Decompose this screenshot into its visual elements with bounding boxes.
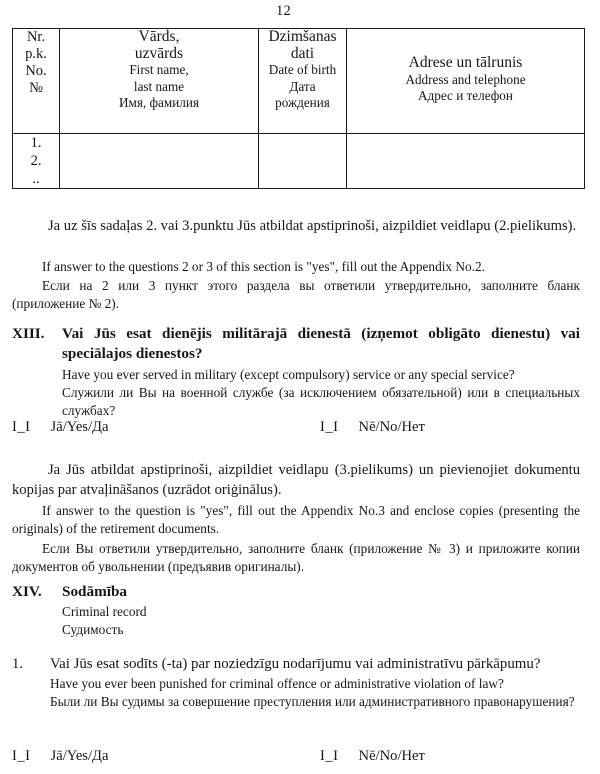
row-number-2: 2. bbox=[30, 153, 42, 169]
question-1-title-ru: Были ли Вы судимы за совершение преступления или административного правонарушения? bbox=[50, 694, 575, 710]
section-xiv-title-lv: Sodāmība bbox=[62, 583, 127, 600]
header-nr-line-2: p.k. bbox=[25, 46, 47, 62]
table-cell-row-numbers bbox=[13, 134, 60, 189]
checkbox-icon[interactable]: I_I bbox=[320, 748, 339, 764]
section-xiv-title-ru: Судимость bbox=[62, 622, 124, 638]
table-header-nr bbox=[13, 29, 60, 134]
table-cell-address-blank[interactable] bbox=[347, 134, 585, 189]
section-xiii-title-ru: Служили ли Вы на военной службе (за исключением обязательной) или в специальных службах? bbox=[62, 385, 580, 419]
section-xiii-title-en: Have you ever served in military (except compulsory) service or any special service? bbox=[62, 367, 515, 382]
note-appendix2-lv: Ja uz šīs sadaļas 2. vai 3.punktu Jūs atbildat apstiprinoši, aizpildiet veidlapu (2.pielikums). bbox=[48, 218, 577, 234]
row-number-1: 1. bbox=[30, 135, 42, 151]
header-name-lv-2: uzvārds bbox=[134, 44, 184, 62]
header-dob-lv-2: dati bbox=[290, 44, 315, 62]
table-row bbox=[13, 134, 585, 189]
question-1 bbox=[12, 654, 580, 711]
header-name-ru-1: Имя, фамилия bbox=[118, 95, 200, 110]
answer-row-xiii bbox=[12, 418, 580, 438]
header-nr-line-4: № bbox=[29, 80, 43, 96]
table-header-address bbox=[347, 29, 585, 134]
table-header-name bbox=[60, 29, 259, 134]
checkbox-icon[interactable]: I_I bbox=[12, 419, 31, 435]
question-1-heading-row bbox=[12, 654, 580, 674]
table-cell-name-blank[interactable] bbox=[60, 134, 259, 189]
table-header-row bbox=[13, 29, 585, 134]
header-address-ru-1: Адрес и телефон bbox=[418, 88, 513, 103]
section-xiii-number: XIII. bbox=[12, 325, 45, 342]
answer-yes-q1[interactable] bbox=[12, 747, 108, 766]
header-name-lv-1: Vārds, bbox=[138, 28, 180, 45]
section-xiv-number: XIV. bbox=[12, 583, 42, 600]
header-dob-en-1: Date of birth bbox=[268, 62, 337, 77]
row-number-3: .. bbox=[32, 171, 40, 187]
header-dob-ru-2: рождения bbox=[275, 95, 330, 110]
checkbox-icon[interactable]: I_I bbox=[12, 748, 31, 764]
answer-no-xiii[interactable] bbox=[320, 418, 425, 437]
header-dob-ru-1: Дата bbox=[289, 78, 316, 94]
note-appendix3-ru: Если Вы ответили утвердительно, заполните бланк (приложение № 3) и приложите копии документов об увольнении (предъявив оригиналы). bbox=[12, 541, 580, 575]
section-xiv bbox=[12, 582, 580, 639]
section-xiii-title-lv: Vai Jūs esat dienējis militārajā dienestā (izņemot obligāto dienestu) vai speciālajos dienestos? bbox=[62, 325, 580, 362]
header-nr-line-3: No. bbox=[25, 63, 47, 79]
answer-yes-xiii[interactable] bbox=[12, 418, 108, 437]
answer-no-label-xiii: Nē/No/Нет bbox=[358, 419, 425, 435]
header-dob-lv-1: Dzimšanas bbox=[268, 28, 337, 45]
answer-yes-label-xiii: Jā/Yes/Да bbox=[50, 419, 109, 435]
section-xiv-heading-row bbox=[12, 582, 580, 602]
header-name-en-2: last name bbox=[133, 78, 185, 94]
header-address-en-1: Address and telephone bbox=[405, 71, 526, 87]
header-name-en-1: First name, bbox=[129, 62, 189, 77]
answer-no-label-q1: Nē/No/Нет bbox=[358, 748, 425, 764]
note-appendix2-en: If answer to the questions 2 or 3 of this section is "yes", fill out the Appendix No.2. bbox=[42, 259, 485, 274]
section-xiii-heading-row bbox=[12, 324, 580, 364]
question-1-title-en: Have you ever been punished for criminal offence or administrative violation of law? bbox=[50, 676, 504, 691]
table-cell-dob-blank[interactable] bbox=[259, 134, 347, 189]
question-1-number: 1. bbox=[12, 656, 23, 672]
page-number: 12 bbox=[275, 3, 292, 19]
answer-no-q1[interactable] bbox=[320, 747, 425, 766]
header-nr-line-1: Nr. bbox=[26, 29, 46, 45]
persons-table bbox=[12, 28, 585, 189]
answer-row-q1 bbox=[12, 747, 580, 767]
header-address-lv-1: Adrese un tālrunis bbox=[408, 54, 523, 71]
table-header-dob bbox=[259, 29, 347, 134]
note-appendix2-ru: Если на 2 или 3 пункт этого раздела вы ответили утвердительно, заполните бланк (приложение № 2). bbox=[12, 278, 580, 312]
answer-yes-label-q1: Jā/Yes/Да bbox=[50, 748, 109, 764]
question-1-title-lv: Vai Jūs esat sodīts (-ta) par noziedzīgu nodarījumu vai administratīvu pārkāpumu? bbox=[50, 656, 541, 672]
section-xiv-title-en: Criminal record bbox=[62, 604, 147, 619]
note-appendix3-en: If answer to the question is "yes", fill out the Appendix No.3 and enclose copies (presenting the originals) of the retirement documents. bbox=[12, 503, 580, 537]
note-appendix3-lv: Ja Jūs atbildat apstiprinoši, aizpildiet veidlapu (3.pielikums) un pievienojiet dokumentu kopijas par atvaļināšanos (uzrādot oriġinālus). bbox=[12, 462, 580, 498]
checkbox-icon[interactable]: I_I bbox=[320, 419, 339, 435]
section-xiii bbox=[12, 324, 580, 421]
